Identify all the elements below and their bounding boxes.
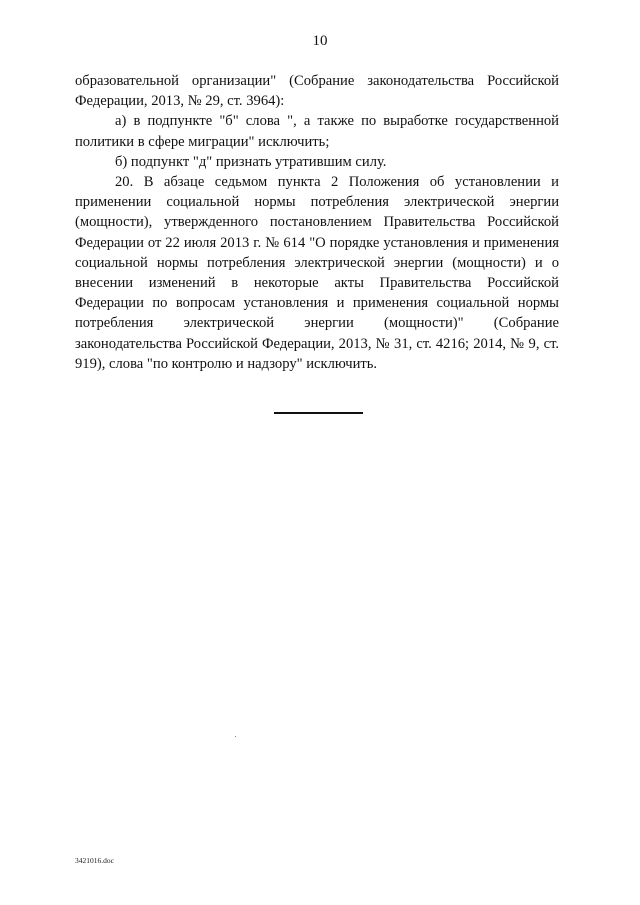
paragraph-continuation: образовательной организации" (Собрание законодательства Российской Федерации, 2013, № 29, ст. 3964): [75,73,559,110]
file-code-footer: 3421016.doc [75,856,114,865]
page-number: 10 [312,33,328,49]
end-of-text-divider [274,412,363,414]
paragraph-item-20: 20. В абзаце седьмом пункта 2 Положения об установлении и применении социальной нормы потребления электрической энергии (мощности), утвержденного постановлением Правительства Российской Федерации от 22 июля 2013 г. № 614 "О порядке установления и применения социальной нормы потребления электрической энергии (мощности) и о внесении изменений в некоторые акты Правительства Российской Федерации по вопросам установления и применения социальной нормы потребления электрической энергии (мощности)" (Собрание законодательства Российской Федерации, 2013, № 31, ст. 4216; 2014, № 9, ст. 919), слова "по контролю и надзору" исключить. [75,174,559,372]
paragraph-subitem-b: б) подпункт "д" признать утратившим силу. [115,153,387,170]
document-body [75,71,559,374]
paragraph-subitem-a: а) в подпункте "б" слова ", а также по выработке государственной политики в сфере миграции" исключить; [75,113,559,150]
scan-speck [235,736,236,737]
